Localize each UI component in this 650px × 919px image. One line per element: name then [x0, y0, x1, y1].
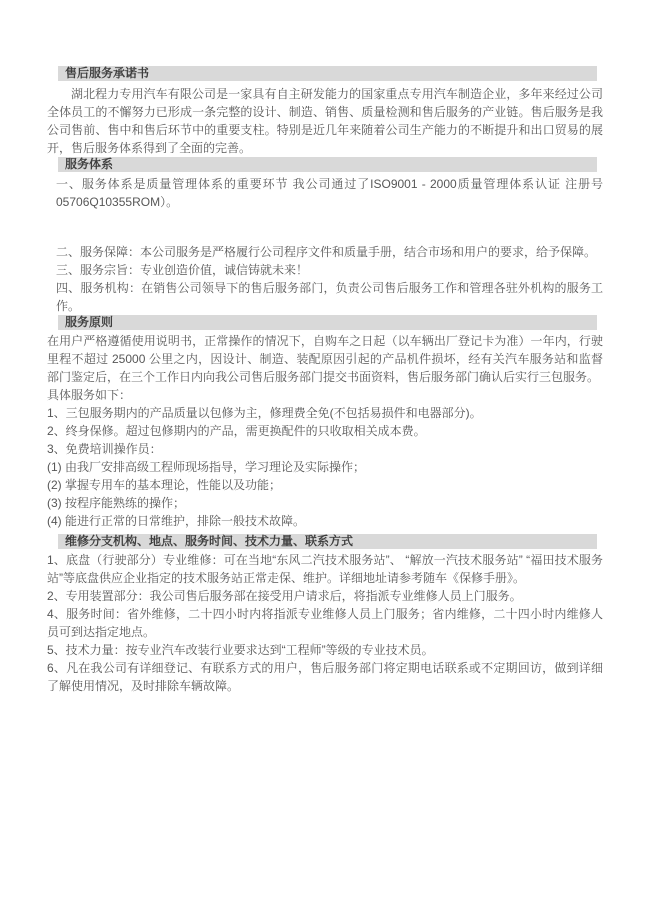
service-system-list [47, 175, 603, 315]
list-item: 一、服务体系是质量管理体系的重要环节 我公司通过了ISO9001 - 2000质量管理体系认证 注册号05706Q10355ROM）。 [56, 177, 603, 209]
promise-paragraph: 湖北程力专用汽车有限公司是一家具有自主研发能力的国家重点专用汽车制造企业，多年来经过公司全体员工的不懈努力已形成一条完整的设计、制造、销售、质量检测和售后服务的产业链。售后服务是我公司售前、售中和售后环节中的重要支柱。特别是近几年来随着公司生产能力的不断提升和出口贸易的展开，售后服务体系得到了全面的完善。 [47, 87, 603, 155]
list-item: 6、凡在我公司有详细登记、有联系方式的用户，售后服务部门将定期电话联系或不定期回访，做到详细了解使用情况，及时排除车辆故障。 [47, 661, 603, 693]
principle-intro: 具体服务如下： [47, 388, 132, 402]
branch-list [47, 551, 603, 695]
sub-list-item: (3) 按程序能熟练的操作； [47, 496, 186, 510]
section-heading-promise: 售后服务承诺书 [58, 66, 597, 81]
list-item: 3、免费培训操作员： [47, 442, 162, 456]
list-item: 2、终身保修。超过包修期内的产品，需更换配件的只收取相关成本费。 [47, 424, 426, 438]
principle-list [47, 404, 603, 530]
sub-list-item: (1) 由我厂安排高级工程师现场指导，学习理论及实际操作； [47, 460, 366, 474]
blank-space [47, 211, 603, 243]
list-item: 4、服务时间：省外维修，二十四小时内将指派专业维修人员上门服务；省内维修，二十四小时内维修人员可到达指定地点。 [47, 607, 603, 639]
section-heading-system: 服务体系 [58, 157, 597, 172]
section-heading-branch: 维修分支机构、地点、服务时间、技术力量、联系方式 [58, 534, 597, 549]
list-item: 1、三包服务期内的产品质量以包修为主，修理费全免(不包括易损件和电器部分)。 [47, 406, 482, 420]
sub-list-item: (4) 能进行正常的日常维护，排除一般技术故障。 [47, 514, 306, 528]
list-item: 1、底盘（行驶部分）专业维修：可在当地“东风二汽技术服务站”、 “解放一汽技术服务站” “福田技术服务站”等底盘供应企业指定的技术服务站正常走保、维护。详细地址请参考随车《保修手册》。 [47, 553, 603, 585]
list-item: 三、服务宗旨：专业创造价值，诚信铸就未来！ [56, 263, 309, 277]
list-item: 四、服务机构：在销售公司领导下的售后服务部门，负责公司售后服务工作和管理各驻外机构的服务工作。 [56, 281, 603, 313]
section-heading-principle: 服务原则 [58, 315, 597, 330]
list-item: 二、服务保障：本公司服务是严格履行公司程序文件和质量手册，结合市场和用户的要求，给予保障。 [56, 245, 597, 259]
list-item: 2、专用装置部分：我公司售后服务部在接受用户请求后，将指派专业维修人员上门服务。 [47, 589, 522, 603]
principle-paragraph: 在用户严格遵循使用说明书，正常操作的情况下，自购车之日起（以车辆出厂登记卡为准）一年内，行驶里程不超过 25000 公里之内，因设计、制造、装配原因引起的产品机件损坏，经有关汽车服务站和监督部门鉴定后，在三个工作日内向我公司售后服务部门提交书面资料，售后服务部门确认后实行三包服务。 [47, 334, 603, 384]
list-item: 5、技术力量：按专业汽车改装行业要求达到“工程师”等级的专业技术员。 [47, 643, 434, 657]
sub-list-item: (2) 掌握专用车的基本理论，性能以及功能； [47, 478, 282, 492]
